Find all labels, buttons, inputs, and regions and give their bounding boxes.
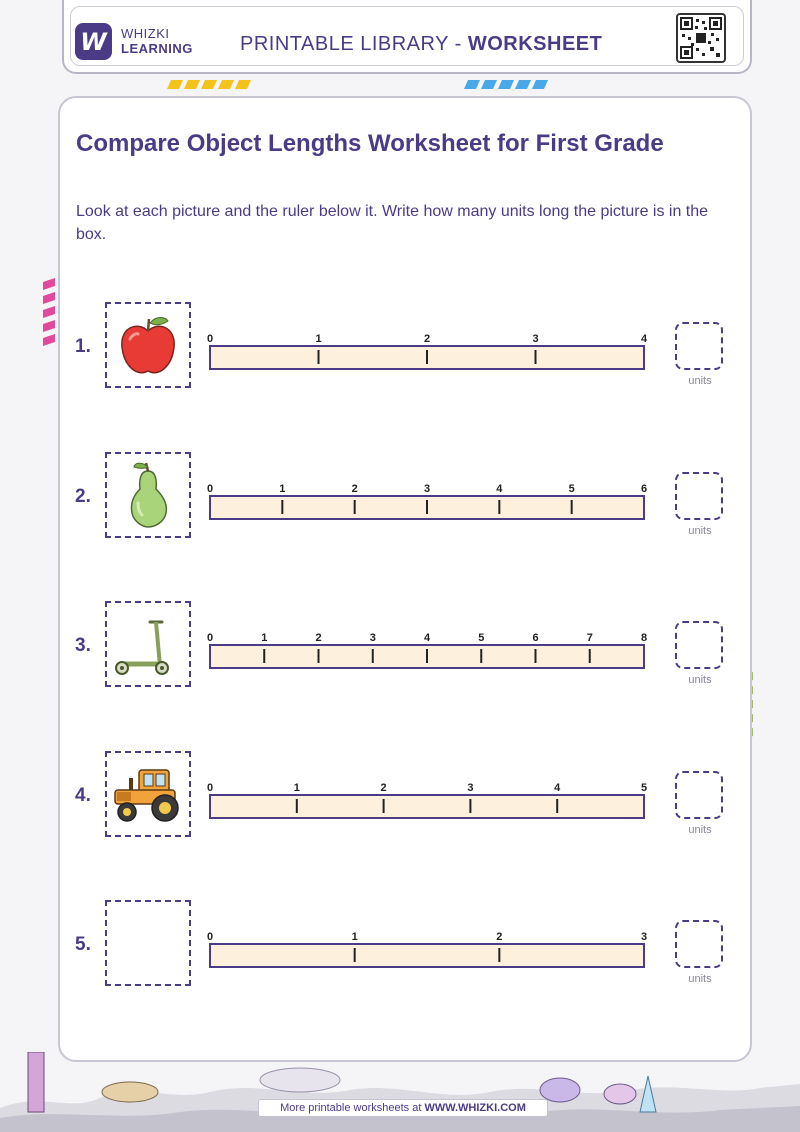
ruler-tick-label: 2 — [351, 483, 358, 495]
ruler-4 — [200, 773, 652, 823]
picture-box — [105, 601, 191, 687]
ruler-tick-label: 1 — [261, 632, 268, 644]
units-label: units — [688, 525, 712, 537]
ruler-tick-label: 1 — [293, 782, 300, 794]
ruler-tick-label: 2 — [423, 333, 431, 345]
ruler-tick-label: 0 — [206, 483, 214, 495]
question-number: 1. — [75, 336, 91, 357]
worksheet-instructions: Look at each picture and the ruler below it. Write how many units long the picture is in the box. — [76, 203, 709, 243]
ruler-tick-label: 5 — [640, 782, 648, 794]
answer-box[interactable] — [675, 621, 723, 669]
answer-box[interactable] — [675, 771, 723, 819]
ruler-tick-label: 1 — [351, 931, 358, 943]
logo-text[interactable] — [121, 26, 193, 56]
yellow-stripes-decoration — [167, 80, 251, 90]
ruler-tick-label: 6 — [640, 483, 648, 495]
ruler-tick-label: 5 — [568, 483, 575, 495]
ruler-tick-label: 2 — [315, 632, 322, 644]
question-row-2 — [0, 452, 800, 542]
ruler-tick-label: 3 — [532, 333, 539, 345]
header-title-bold: WORKSHEET — [467, 33, 603, 55]
question-row-5 — [0, 900, 800, 990]
logo-line2: LEARNING — [121, 41, 193, 56]
units-label: units — [688, 973, 712, 985]
question-number: 2. — [75, 486, 91, 507]
question-row-4 — [0, 751, 800, 841]
answer-box[interactable] — [675, 472, 723, 520]
scooter-icon — [110, 608, 186, 680]
header-title — [240, 33, 602, 56]
question-row-3 — [0, 601, 800, 691]
units-label: units — [688, 824, 712, 836]
ruler-tick-label: 2 — [496, 931, 503, 943]
picture-box — [105, 302, 191, 388]
ruler-tick-label: 8 — [640, 632, 648, 644]
ruler-tick-label: 2 — [380, 782, 387, 794]
header-title-prefix: PRINTABLE LIBRARY - — [240, 33, 468, 55]
ruler-bar — [210, 944, 644, 967]
ruler-tick-label: 3 — [640, 931, 648, 943]
question-row-1 — [0, 302, 800, 392]
ruler-tick-label: 7 — [586, 632, 593, 644]
question-number: 4. — [75, 785, 91, 806]
units-label: units — [688, 375, 712, 387]
logo-line1: WHIZKI — [121, 26, 170, 41]
qr-code-icon[interactable] — [676, 13, 726, 63]
apple-icon — [112, 309, 184, 381]
ruler-bar — [210, 795, 644, 818]
tractor-icon — [109, 764, 187, 824]
ruler-tick-label: 1 — [279, 483, 286, 495]
ruler-tick-label: 0 — [206, 782, 214, 794]
answer-box[interactable] — [675, 920, 723, 968]
blue-stripes-decoration — [464, 80, 548, 90]
ruler-tick-label: 1 — [315, 333, 322, 345]
worksheet-title: Compare Object Lengths Worksheet for First Grade — [76, 130, 664, 157]
ruler-tick-label: 0 — [206, 333, 214, 345]
ruler-5 — [200, 922, 652, 972]
bottom-rubble-decoration — [0, 1052, 800, 1132]
footer-text-prefix: More printable worksheets at — [280, 1102, 425, 1114]
ruler-tick-label: 3 — [369, 632, 376, 644]
pear-icon — [112, 459, 184, 531]
logo-icon[interactable]: W — [75, 23, 112, 60]
ruler-tick-label: 6 — [532, 632, 539, 644]
ruler-1 — [200, 324, 652, 374]
ruler-tick-label: 4 — [496, 483, 503, 495]
footer-url[interactable]: WWW.WHIZKI.COM — [424, 1102, 526, 1114]
question-number: 5. — [75, 934, 91, 955]
ruler-3 — [200, 623, 652, 673]
picture-box — [105, 751, 191, 837]
answer-box[interactable] — [675, 322, 723, 370]
ruler-tick-label: 5 — [478, 632, 485, 644]
units-label: units — [688, 674, 712, 686]
ruler-2 — [200, 474, 652, 524]
ruler-tick-label: 3 — [467, 782, 474, 794]
question-number: 3. — [75, 635, 91, 656]
footer-link-bar[interactable] — [258, 1099, 548, 1117]
ruler-tick-label: 3 — [423, 483, 431, 495]
ruler-tick-label: 0 — [206, 632, 214, 644]
picture-box — [105, 452, 191, 538]
picture-box-empty[interactable] — [105, 900, 191, 986]
ruler-tick-label: 4 — [554, 782, 561, 794]
ruler-tick-label: 0 — [206, 931, 214, 943]
ruler-tick-label: 4 — [423, 632, 431, 644]
ruler-tick-label: 4 — [640, 333, 648, 345]
